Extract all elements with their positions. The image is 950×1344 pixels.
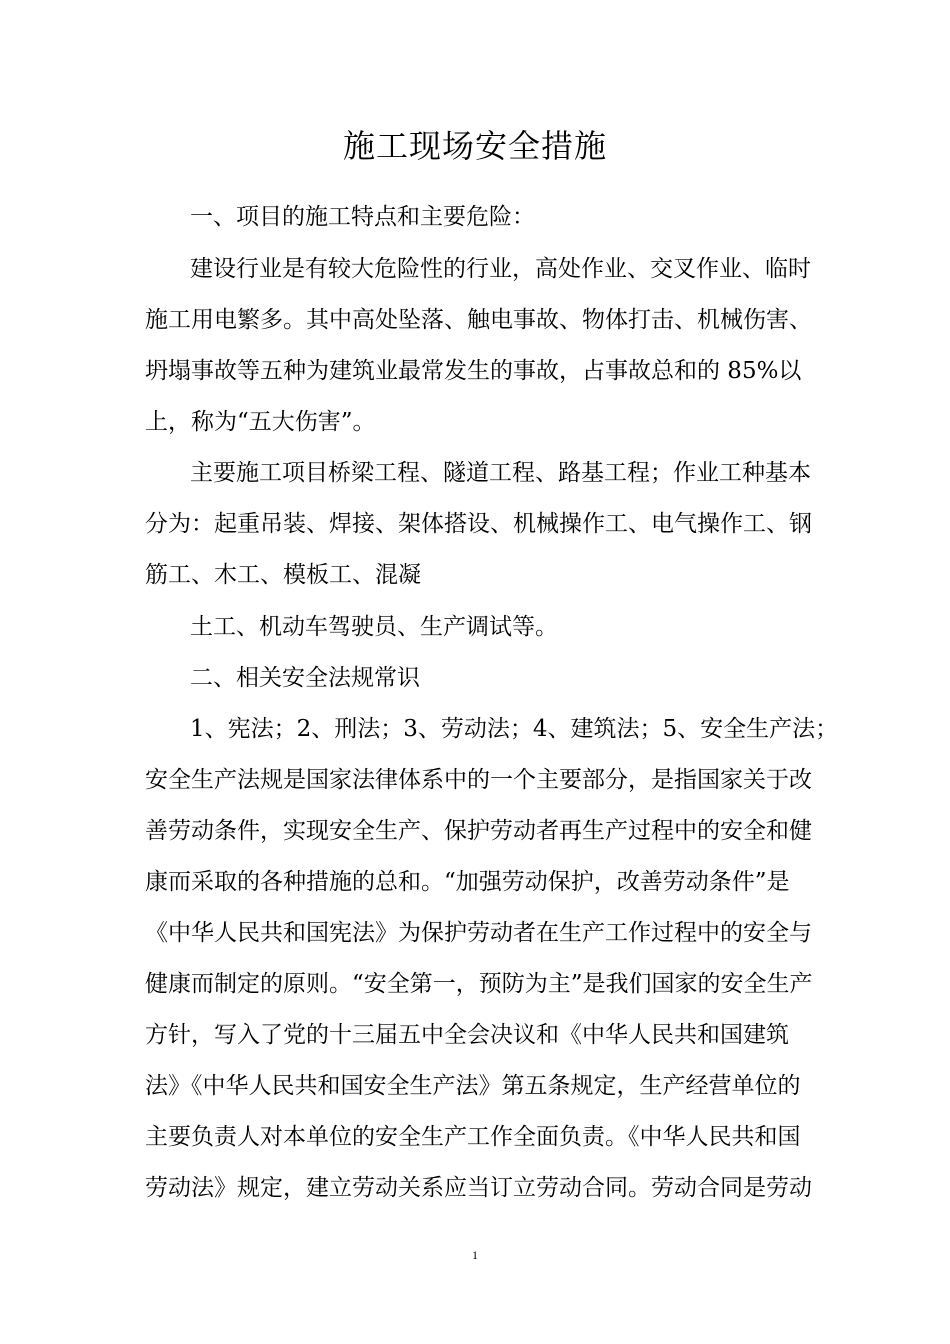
paragraph-line: 安全生产法规是国家法律体系中的一个主要部分，是指国家关于改 (145, 767, 812, 793)
paragraph-line: 康而采取的各种措施的总和。“加强劳动保护，改善劳动条件”是 (145, 869, 790, 895)
paragraph-line: 主要负责人对本单位的安全生产工作全面负责。《中华人民共和国 (145, 1124, 801, 1150)
paragraph-line: 1、宪法；2、刑法；3、劳动法；4、建筑法；5、安全生产法； (190, 716, 839, 742)
paragraph-line: 筋工、木工、模板工、混凝 (145, 562, 421, 588)
page-number: 1 (472, 1248, 478, 1262)
paragraph-line: 上，称为“五大伤害”。 (145, 409, 376, 435)
paragraph-line: 土工、机动车驾驶员、生产调试等。 (190, 614, 558, 640)
paragraph-line: 劳动法》规定，建立劳动关系应当订立劳动合同。劳动合同是劳动 (145, 1175, 812, 1201)
section-heading-2: 二、相关安全法规常识 (190, 665, 420, 691)
paragraph-line: 《中华人民共和国宪法》为保护劳动者在生产工作过程中的安全与 (145, 920, 812, 946)
paragraph-line: 分为：起重吊装、焊接、架体搭设、机械操作工、电气操作工、钢 (145, 511, 812, 537)
paragraph-line: 施工用电繁多。其中高处坠落、触电事故、物体打击、机械伤害、 (145, 307, 812, 333)
section-heading-1: 一、项目的施工特点和主要危险： (190, 204, 535, 230)
paragraph-line: 健康而制定的原则。“安全第一，预防为主”是我们国家的安全生产 (145, 971, 813, 997)
paragraph-line: 善劳动条件，实现安全生产、保护劳动者再生产过程中的安全和健 (145, 818, 812, 844)
document-title: 施工现场安全措施 (342, 127, 607, 165)
paragraph-line: 方针，写入了党的十三届五中全会决议和《中华人民共和国建筑 (145, 1022, 789, 1048)
paragraph-line: 坍塌事故等五种为建筑业最常发生的事故，占事故总和的 85%以 (145, 358, 802, 384)
paragraph-line: 法》《中华人民共和国安全生产法》第五条规定，生产经营单位的 (145, 1073, 801, 1099)
paragraph-line: 主要施工项目桥梁工程、隧道工程、路基工程；作业工种基本 (190, 460, 811, 486)
paragraph-line: 建设行业是有较大危险性的行业，高处作业、交叉作业、临时 (190, 256, 811, 282)
